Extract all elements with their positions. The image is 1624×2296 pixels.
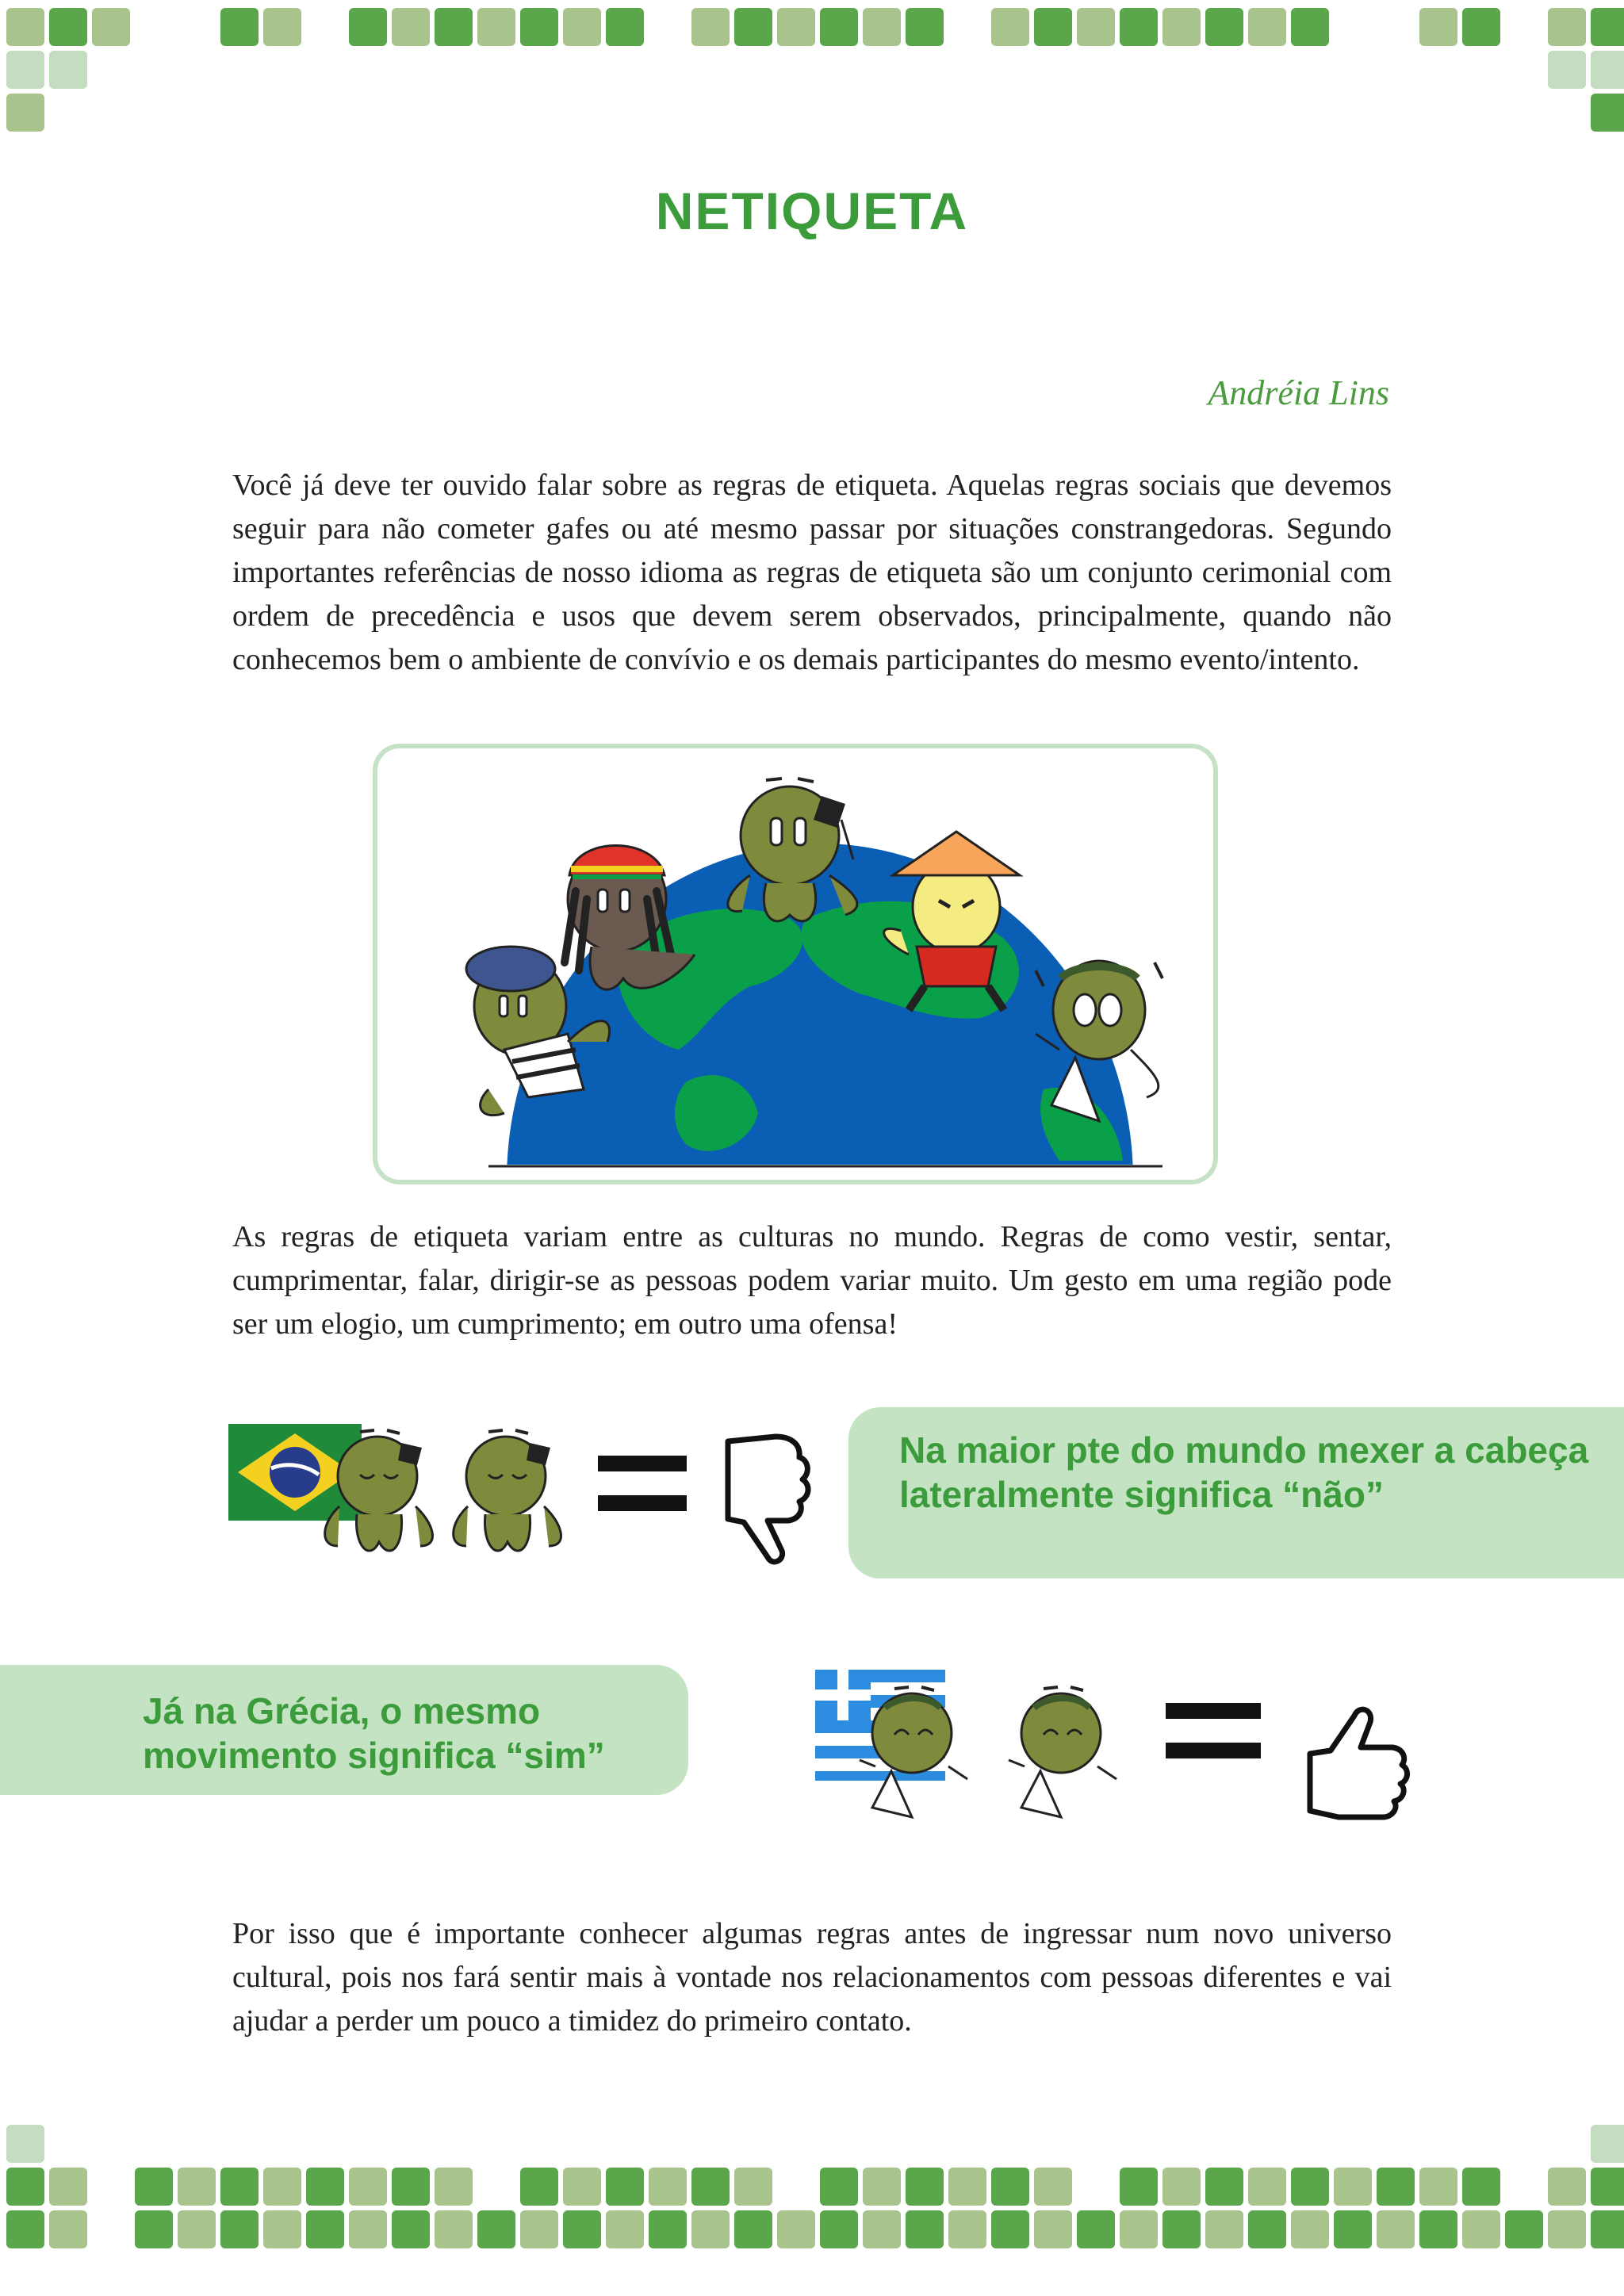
decorative-tile <box>1462 2168 1500 2206</box>
decorative-tile <box>1548 8 1586 46</box>
octopus-shaking-head-icon <box>454 1430 561 1551</box>
decorative-tile <box>563 2168 601 2206</box>
brazil-gesture-illustration <box>227 1419 829 1570</box>
decorative-tile <box>1205 2210 1243 2248</box>
decorative-tile <box>906 2168 944 2206</box>
decorative-tile <box>1248 2210 1286 2248</box>
decorative-tile <box>734 2168 772 2206</box>
decorative-tile <box>1120 8 1158 46</box>
decorative-tile <box>563 2210 601 2248</box>
decorative-tile <box>734 8 772 46</box>
decorative-tile <box>349 2210 387 2248</box>
decorative-tile <box>1591 2125 1624 2163</box>
decorative-tile <box>49 8 87 46</box>
decorative-tile <box>1162 8 1201 46</box>
decorative-tile <box>135 2210 173 2248</box>
globe-illustration-frame <box>373 744 1218 1184</box>
decorative-tile <box>435 2210 473 2248</box>
decorative-tile <box>1377 2168 1415 2206</box>
decorative-tile <box>477 2210 515 2248</box>
decorative-tile <box>306 2168 344 2206</box>
decorative-tile <box>863 2168 901 2206</box>
decorative-tile <box>1419 2210 1457 2248</box>
decorative-tile <box>606 2168 644 2206</box>
decorative-tile <box>520 2210 558 2248</box>
decorative-tile <box>92 8 130 46</box>
author-name: Andréia Lins <box>1208 373 1389 412</box>
decorative-tile <box>477 8 515 46</box>
decorative-tile <box>1548 2210 1586 2248</box>
decorative-tile <box>6 2125 44 2163</box>
decorative-tile <box>6 51 44 89</box>
greece-callout-box <box>0 1665 688 1795</box>
decorative-tile <box>1162 2210 1201 2248</box>
decorative-tile <box>435 2168 473 2206</box>
decorative-tile <box>1419 2168 1457 2206</box>
decorative-tile <box>1591 8 1624 46</box>
brazil-callout-box <box>848 1407 1624 1578</box>
greece-gesture-illustration <box>812 1665 1415 1823</box>
octopus-characters-on-globe-illustration <box>377 748 1213 1180</box>
decorative-tile <box>820 2210 858 2248</box>
decorative-tile <box>263 2210 301 2248</box>
equals-icon <box>598 1456 687 1511</box>
decorative-tile <box>1462 2210 1500 2248</box>
cultures-paragraph: As regras de etiqueta variam entre as culturas no mundo. Regras de como vestir, sentar, cumprimentar, falar, dirigir-se as pessoas podem variar muito. Um gesto em uma região pode ser um elogio, um cumprimento; em outro uma ofensa! <box>232 1220 1392 1341</box>
decorative-tile <box>863 8 901 46</box>
decorative-tile <box>1120 2168 1158 2206</box>
decorative-tile <box>1334 2168 1372 2206</box>
decorative-tile <box>1291 2168 1329 2206</box>
decorative-tile <box>1034 8 1072 46</box>
decorative-tile <box>178 2168 216 2206</box>
thumbs-down-icon <box>728 1437 808 1562</box>
decorative-tile <box>392 2168 430 2206</box>
decorative-tile <box>349 8 387 46</box>
decorative-tile <box>1077 8 1115 46</box>
decorative-tile <box>6 2168 44 2206</box>
decorative-tile <box>1077 2210 1115 2248</box>
decorative-tile <box>948 2210 986 2248</box>
decorative-tile <box>6 94 44 132</box>
octopus-shaking-head-icon <box>1009 1687 1116 1817</box>
equals-icon <box>1166 1703 1261 1758</box>
decorative-tile <box>1334 2210 1372 2248</box>
decorative-tile <box>1548 51 1586 89</box>
decorative-tile <box>777 2210 815 2248</box>
decorative-tile <box>649 2210 687 2248</box>
decorative-tile <box>349 2168 387 2206</box>
decorative-tile <box>606 2210 644 2248</box>
decorative-tile <box>6 8 44 46</box>
closing-paragraph: Por isso que é importante conhecer algumas regras antes de ingressar num novo universo cultural, pois nos fará sentir mais à vontade nos relacionamentos com pessoas diferentes e vai ajudar a perder um pouco a timidez do primeiro contato. <box>232 1917 1392 2038</box>
decorative-tile <box>49 2168 87 2206</box>
decorative-tile <box>220 2210 259 2248</box>
decorative-tile <box>991 8 1029 46</box>
decorative-tile <box>1205 2168 1243 2206</box>
decorative-tile <box>392 8 430 46</box>
decorative-tile <box>263 2168 301 2206</box>
decorative-tile <box>820 8 858 46</box>
decorative-tile <box>691 2210 730 2248</box>
decorative-tile <box>220 8 259 46</box>
decorative-tile <box>49 2210 87 2248</box>
decorative-tile <box>563 8 601 46</box>
decorative-tile <box>49 51 87 89</box>
decorative-tile <box>1248 8 1286 46</box>
decorative-tile <box>1419 8 1457 46</box>
decorative-tile <box>649 2168 687 2206</box>
decorative-tile <box>220 2168 259 2206</box>
decorative-tile <box>1034 2210 1072 2248</box>
thumbs-up-icon <box>1310 1709 1408 1817</box>
decorative-tile <box>820 2168 858 2206</box>
decorative-tile <box>520 8 558 46</box>
decorative-tile <box>435 8 473 46</box>
decorative-tile <box>863 2210 901 2248</box>
greece-callout-text: Já na Grécia, o mesmo movimento significa “sim” <box>143 1690 605 1776</box>
decorative-tile <box>1034 2168 1072 2206</box>
decorative-tile <box>1548 2168 1586 2206</box>
decorative-tile <box>135 2168 173 2206</box>
decorative-tile <box>948 2168 986 2206</box>
decorative-tile <box>178 2210 216 2248</box>
decorative-tile <box>734 2210 772 2248</box>
decorative-tile <box>263 8 301 46</box>
decorative-tile <box>1377 2210 1415 2248</box>
decorative-tile <box>1591 2168 1624 2206</box>
decorative-tile <box>691 8 730 46</box>
brazil-callout-text: Na maior pte do mundo mexer a cabeça lateralmente significa “não” <box>899 1429 1589 1515</box>
decorative-tile <box>1291 2210 1329 2248</box>
decorative-tile <box>1462 8 1500 46</box>
decorative-tile <box>392 2210 430 2248</box>
decorative-tile <box>1505 2210 1543 2248</box>
decorative-tile <box>1291 8 1329 46</box>
decorative-tile <box>606 8 644 46</box>
decorative-tile <box>1162 2168 1201 2206</box>
decorative-tile <box>1591 51 1624 89</box>
intro-paragraph: Você já deve ter ouvido falar sobre as regras de etiqueta. Aquelas regras sociais que devemos seguir para não cometer gafes ou até mesmo passar por situações constrangedoras. Segundo importantes referências de nosso idioma as regras de etiqueta são um conjunto cerimonial com ordem de precedência e usos que devem serem observados, principalmente, quando não conhecemos bem o ambiente de convívio e os demais participantes do mesmo evento/intento. <box>232 469 1392 676</box>
decorative-tile <box>906 8 944 46</box>
decorative-tile <box>991 2168 1029 2206</box>
decorative-tile <box>906 2210 944 2248</box>
decorative-tile <box>691 2168 730 2206</box>
decorative-tile <box>306 2210 344 2248</box>
decorative-tile <box>1248 2168 1286 2206</box>
page-title: NETIQUETA <box>655 182 969 240</box>
decorative-tile <box>777 8 815 46</box>
decorative-tile <box>520 2168 558 2206</box>
decorative-tile <box>1205 8 1243 46</box>
decorative-tile <box>1120 2210 1158 2248</box>
decorative-tile <box>991 2210 1029 2248</box>
decorative-tile <box>1591 94 1624 132</box>
decorative-tile <box>6 2210 44 2248</box>
decorative-tile <box>1591 2210 1624 2248</box>
